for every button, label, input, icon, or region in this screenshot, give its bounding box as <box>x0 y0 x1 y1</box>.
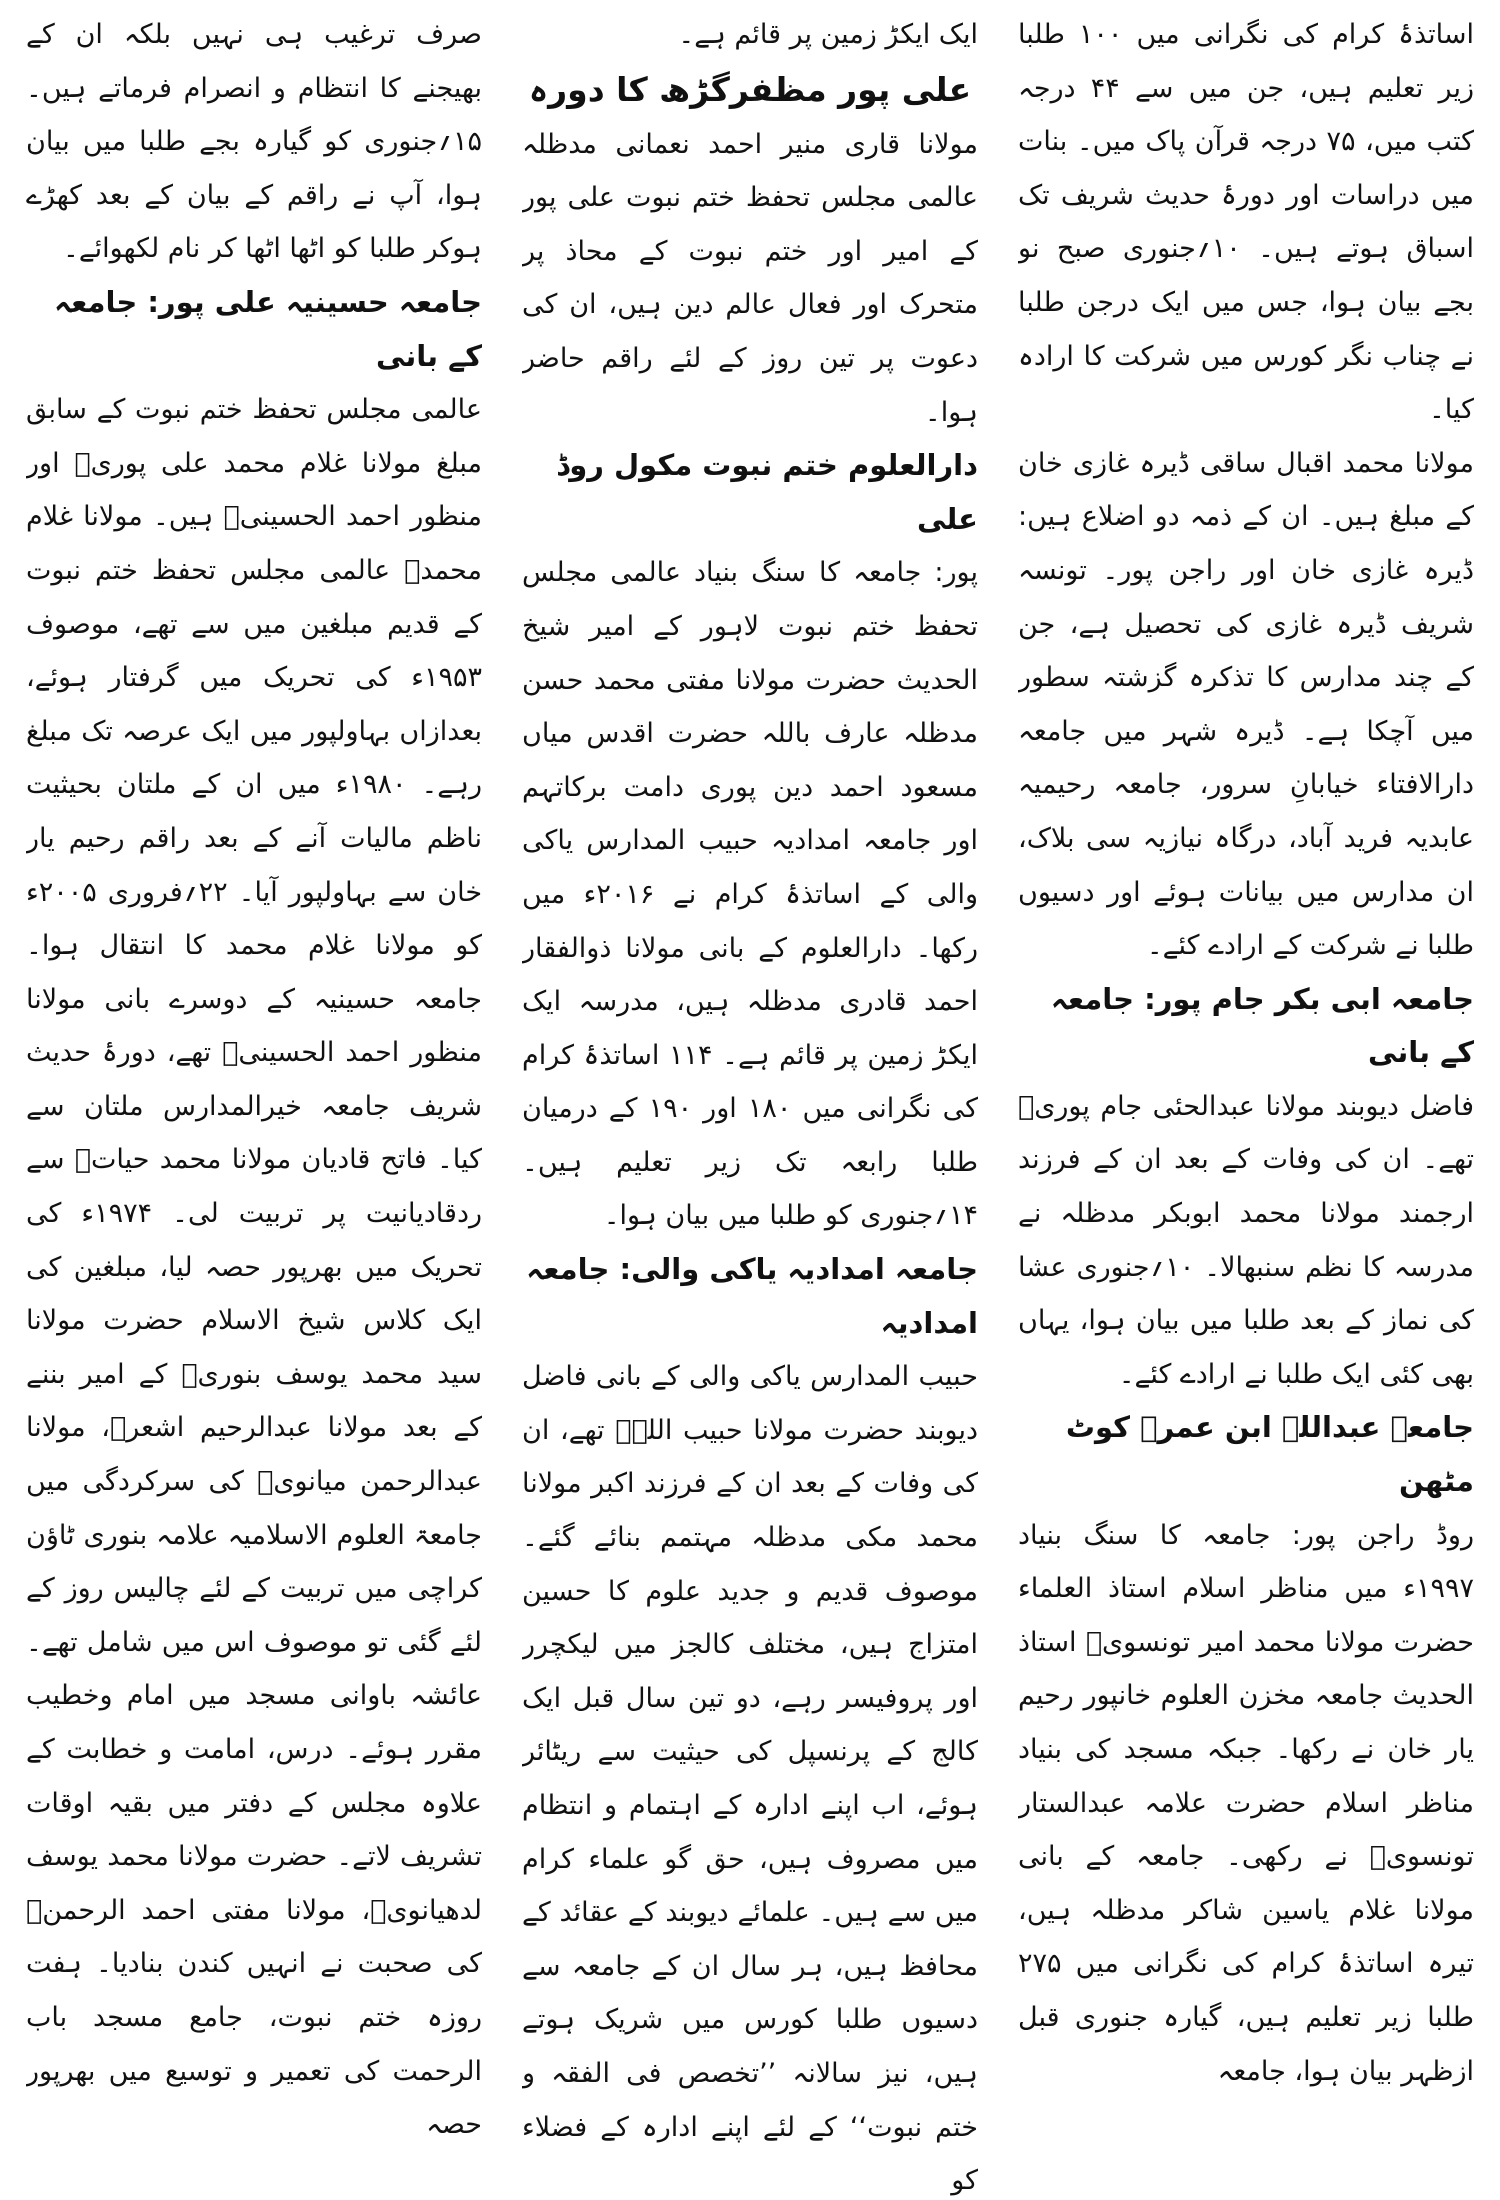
paragraph: حبیب المدارس یاکی والی کے بانی فاضل دیوبند حضرت مولانا حبیب اللہؒ تھے، ان کی وفات کے بعد ان کے فرزند اکبر مولانا محمد مکی مدظلہ مہتمم بنائے گئے۔ موصوف قدیم و جدید علوم کا حسین امتزاج ہیں، مختلف کالجز میں لیکچرر اور پروفیسر رہے، دو تین سال قبل ایک کالج کے پرنسپل کی حیثیت سے ریٹائر ہوئے، اب اپنے ادارہ کے اہتمام و انتظام میں مصروف ہیں، حق گو علماء کرام میں سے ہیں۔ علمائے دیوبند کے عقائد کے محافظ ہیں، ہر سال ان کے جامعہ سے دسیوں طلبا کورس میں شریک ہوتے ہیں، نیز سالانہ ’’تخصص فی الفقہ و ختم نبوت‘‘ کے لئے اپنے ادارہ کے فضلاء کو <box>522 1361 978 2197</box>
paragraph: مولانا محمد اقبال ساقی ڈیرہ غازی خان کے مبلغ ہیں۔ ان کے ذمہ دو اضلاع ہیں: ڈیرہ غازی خان اور راجن پور۔ تونسہ شریف ڈیرہ غازی کی تحصیل ہے، جن کے چند مدارس کا تذکرہ گزشتہ سطور میں آچکا ہے۔ ڈیرہ شہر میں جامعہ دارالافتاء خیابانِ سرور، جامعہ رحیمیہ عابدیہ فرید آباد، درگاہ نیازیہ سی بلاک، ان مدارس میں بیانات ہوئے اور دسیوں طلبا نے شرکت کے ارادے کئے۔ <box>1018 447 1474 962</box>
paragraph: پور: جامعہ کا سنگ بنیاد عالمی مجلس تحفظ ختم نبوت لاہور کے امیر شیخ الحدیث حضرت مولانا مفتی محمد حسن مدظلہ عارف باللہ حضرت اقدس میاں مسعود احمد دین پوری دامت برکاتہم اور جامعہ امدادیہ حبیب المدارس یاکی والی کے اساتذۂ کرام نے ۲۰۱۶ء میں رکھا۔ دارالعلوم کے بانی مولانا ذوالفقار احمد قادری مدظلہ ہیں، مدرسہ ایک ایکڑ زمین پر قائم ہے۔ ۱۱۴ اساتذۂ کرام کی نگرانی میں ۱۸۰ اور ۱۹۰ کے درمیان طلبا رابعہ تک زیر تعلیم ہیں۔ ۱۴؍جنوری کو طلبا میں بیان ہوا۔ <box>522 557 978 1232</box>
section-heading: جامعہ امدادیہ یاکی والی: جامعہ امدادیہ <box>526 1252 978 1340</box>
paragraph: اساتذۂ کرام کی نگرانی میں ۱۰۰ طلبا زیر تعلیم ہیں، جن میں سے ۴۴ درجہ کتب میں، ۷۵ درجہ قرآن پاک میں۔ بنات میں دراسات اور دورۂ حدیث شریف تک اسباق ہوتے ہیں۔ ۱۰؍جنوری صبح نو بجے بیان ہوا، جس میں ایک درجن طلبا نے چناب نگر کورس میں شرکت کا ارادہ کیا۔ <box>1018 19 1474 426</box>
column-middle <box>522 8 978 2198</box>
column-left <box>26 8 482 2198</box>
paragraph: روڈ راجن پور: جامعہ کا سنگ بنیاد ۱۹۹۷ء میں مناظر اسلام استاذ العلماء حضرت مولانا محمد امیر تونسویؒ استاذ الحدیث جامعہ مخزن العلوم خانپور رحیم یار خان نے رکھا۔ جبکہ مسجد کی بنیاد مناظر اسلام حضرت علامہ عبدالستار تونسویؒ نے رکھی۔ جامعہ کے بانی مولانا غلام یاسین شاکر مدظلہ ہیں، تیرہ اساتذۂ کرام کی نگرانی میں ۲۷۵ طلبا زیر تعلیم ہیں، گیارہ جنوری قبل ازظہر بیان ہوا، جامعہ <box>1018 1519 1474 2087</box>
paragraph: مولانا قاری منیر احمد نعمانی مدظلہ عالمی مجلس تحفظ ختم نبوت علی پور کے امیر اور ختم نبوت کے محاذ پر متحرک اور فعال عالم دین ہیں، ان کی دعوت پر تین روز کے لئے راقم حاضر ہوا۔ <box>522 128 978 428</box>
column-right <box>1018 8 1474 2198</box>
paragraph: صرف ترغیب ہی نہیں بلکہ ان کے بھیجنے کا انتظام و انصرام فرماتے ہیں۔ ۱۵؍جنوری کو گیارہ بجے طلبا میں بیان ہوا، آپ نے راقم کے بیان کے بعد کھڑے ہوکر طلبا کو اٹھا اٹھا کر نام لکھوائے۔ <box>26 19 482 265</box>
section-heading: دارالعلوم ختم نبوت مکول روڈ علی <box>556 448 978 536</box>
section-title: علی پور مظفرگڑھ کا دورہ <box>528 69 972 109</box>
paragraph: عالمی مجلس تحفظ ختم نبوت کے سابق مبلغ مولانا غلام محمد علی پوریؒ اور منظور احمد الحسینیؒ ہیں۔ مولانا غلام محمدؒ عالمی مجلس تحفظ ختم نبوت کے قدیم مبلغین میں سے تھے، موصوف ۱۹۵۳ء کی تحریک میں گرفتار ہوئے، بعدازاں بہاولپور میں ایک عرصہ تک مبلغ رہے۔ ۱۹۸۰ء میں ان کے ملتان بحیثیت ناظم مالیات آنے کے بعد راقم رحیم یار خان سے بہاولپور آیا۔ ۲۲؍فروری ۲۰۰۵ء کو مولانا غلام محمد کا انتقال ہوا۔ جامعہ حسینیہ کے دوسرے بانی مولانا منظور احمد الحسینیؒ تھے، دورۂ حدیث شریف جامعہ خیرالمدارس ملتان سے کیا۔ فاتح قادیان مولانا محمد حیاتؒ سے ردقادیانیت پر تربیت لی۔ ۱۹۷۴ء کی تحریک میں بھرپور حصہ لیا، مبلغین کی ایک کلاس شیخ الاسلام حضرت مولانا سید محمد یوسف بنوریؒ کے امیر بننے کے بعد مولانا عبدالرحیم اشعرؒ، مولانا عبدالرحمن میانویؒ کی سرکردگی میں جامعۃ العلوم الاسلامیہ علامہ بنوری ٹاؤن کراچی میں تربیت کے لئے چالیس روز کے لئے گئی تو موصوف اس میں شامل تھے۔ عائشہ باوانی مسجد میں امام وخطیب مقرر ہوئے۔ درس، امامت و خطابت کے علاوہ مجلس کے دفتر میں بقیہ اوقات تشریف لاتے۔ حضرت مولانا محمد یوسف لدھیانویؒ، مولانا مفتی احمد الرحمنؒ کی صحبت نے انہیں کندن بنادیا۔ ہفت روزہ ختم نبوت، جامع مسجد باب الرحمت کی تعمیر و توسیع میں بھرپور حصہ <box>26 394 482 2141</box>
section-heading: جامعہ حسینیہ علی پور: جامعہ کے بانی <box>54 284 482 373</box>
section-heading: جامعہ ابی بکر جام پور: جامعہ کے بانی <box>1050 981 1474 1070</box>
paragraph: فاضل دیوبند مولانا عبدالحئی جام پوریؒ تھے۔ ان کی وفات کے بعد ان کے فرزند ارجمند مولانا محمد ابوبکر مدظلہ نے مدرسہ کا نظم سنبھالا۔ ۱۰؍جنوری عشا کی نماز کے بعد طلبا میں بیان ہوا، یہاں بھی کئی ایک طلبا نے ارادے کئے۔ <box>1018 1090 1474 1390</box>
paragraph: ایک ایکڑ زمین پر قائم ہے۔ <box>678 19 978 50</box>
section-heading: جامعہ عبداللہ ابن عمرؓ کوٹ مٹھن <box>1065 1410 1474 1499</box>
